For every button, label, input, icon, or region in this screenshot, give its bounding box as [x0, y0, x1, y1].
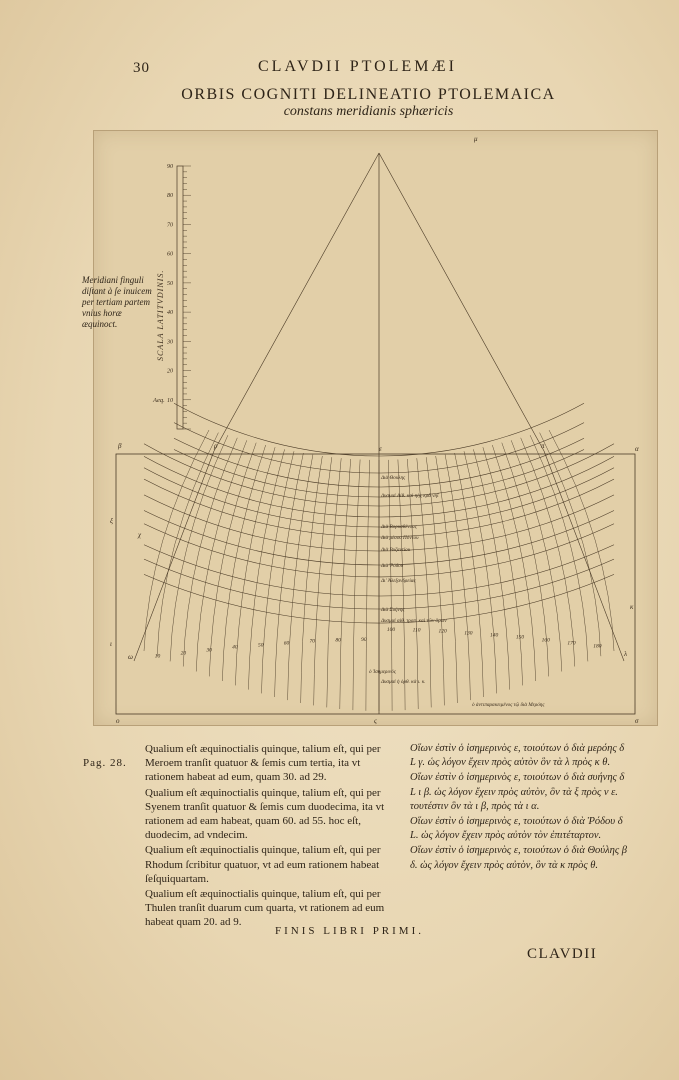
- greek-paragraph: Οἵων ἐστὶν ὁ ἰσημερινὸς ε, τοιούτων ὁ διὰ Ῥόδου δ L. ὡς λόγον ἔχειν πρὸς αὐτὸν τὸν ἐπιτέταρτον.: [410, 816, 623, 842]
- map-reference-letter: π: [541, 442, 545, 450]
- scale-tick-label: 60: [167, 251, 173, 258]
- map-reference-letter: κ: [630, 603, 634, 611]
- meridian-line: [288, 455, 313, 700]
- meridian-line: [483, 447, 523, 685]
- meridian-number: 50: [257, 642, 264, 649]
- apex-line-right: [379, 153, 544, 451]
- meridian-number: 140: [490, 632, 499, 639]
- parallel-label: Διὰ μέσου Πόντου: [381, 535, 419, 541]
- meridian-number: 60: [283, 640, 290, 647]
- page-subtitle: constans meridianis sphæricis: [283, 104, 454, 119]
- scale-title: SCALA LATITVDINIS.: [156, 269, 165, 361]
- map-reference-letter: ω: [128, 653, 133, 661]
- meridian-number: 180: [593, 643, 602, 650]
- equator-scale-label: Aeq.: [153, 396, 165, 404]
- scale-tick-label: 10: [167, 397, 173, 404]
- page-title: ORBIS COGNITI DELINEATIO PTOLEMAICA: [181, 86, 556, 103]
- map-frame: [116, 454, 635, 714]
- map-reference-letter: σ: [635, 717, 639, 725]
- scale-tick-label: 50: [167, 280, 173, 287]
- meridian-number: 120: [438, 628, 447, 635]
- folio-number: 30: [133, 60, 150, 76]
- meridian-number: 110: [412, 627, 421, 634]
- meridian-number: 70: [309, 638, 316, 645]
- map-reference-letter: β: [118, 442, 122, 450]
- latitude-scale-bar: [177, 166, 183, 429]
- meridian-line: [492, 445, 535, 681]
- greek-paragraph: Οἵων ἐστὶν ὁ ἰσημερινὸς ε, τοιούτων ὁ διὰ Θούλης β δ. ὡς λόγον ἔχειν πρὸς αὐτὸν, ὃν τὰ κ πρὸς θ.: [410, 845, 627, 871]
- meridian-line: [196, 440, 247, 671]
- latin-paragraph: Qualium eſt æquinoctialis quinque, talium eſt, qui per Meroem tranſit quatuor & ſemis cum tertia, ita vt rationem habeat ad eum, quam 30. ad 29.: [145, 743, 381, 784]
- latin-paragraph: Qualium eſt æquinoctialis quinque, talium eſt, qui per Syenem tranſit quatuor & ſemis cum duodecima, ita vt rationem ad eam habeat, quam 60. ad 55. hoc eſt, duodecim, ad vndecim.: [145, 786, 385, 842]
- meridian-line: [144, 430, 209, 651]
- map-reference-letter: ξ: [110, 517, 113, 525]
- meridian-line: [340, 459, 351, 709]
- map-reference-letter: ο: [116, 717, 120, 725]
- scale-tick-label: 40: [167, 310, 173, 317]
- margin-note: Meridiani finguli diſtant à ſe inuicem per tertiam partem vnius horæ æquinoct.: [82, 275, 152, 329]
- parallel-label: Διὰ Ῥόδου: [381, 563, 404, 569]
- map-plate: [93, 130, 658, 726]
- meridian-line: [353, 460, 360, 711]
- meridian-number: 130: [464, 630, 473, 637]
- latin-paragraph: Qualium eſt æquinoctialis quinque, talium eſt, qui per Rhodum ſcribitur quatuor, vt ad eum rationem habeat ſeſquiquartam.: [145, 844, 381, 885]
- meridian-number: 20: [180, 650, 187, 657]
- parallel-label: Δυσμαὶ ἡ ὀρθ. κὰ ι. κ.: [381, 679, 426, 685]
- map-reference-letter: α: [635, 445, 639, 453]
- catchword: CLAVDII: [527, 946, 598, 962]
- meridian-number: 160: [541, 637, 550, 644]
- greek-text-column: [410, 742, 630, 874]
- meridian-line: [445, 455, 470, 700]
- meridian-number: 100: [386, 627, 396, 634]
- parallel-label: Δι' Ἀλεξανδρείας: [381, 578, 416, 584]
- finis-line: FINIS LIBRI PRIMI.: [274, 925, 425, 937]
- running-title: CLAVDII PTOLEMÆI: [258, 58, 457, 75]
- parallel-label: Δυσμαὶ αἰθ. τροπ. καὶ τῶν ὅρων: [381, 618, 447, 624]
- parallel-label: Δυσμαὶ Αἰθ. καὶ ηὴς κρᾶ νηΐ: [381, 493, 439, 499]
- scale-tick-label: 70: [167, 222, 173, 229]
- scale-tick-label: 80: [167, 193, 173, 200]
- map-reference-letter: ι: [110, 640, 112, 648]
- greek-paragraph: Οἵων ἐστὶν ὁ ἰσημερινὸς ε, τοιούτων ὁ διὰ συήνης δ L ι β. ὡς λόγον ἔχειν πρὸς αὐτὸν, ὃν τὰ ξ πρὸς ν ε. τουτέστιν ὃν τὰ ι β, πρὸς τὰ ι α.: [410, 772, 625, 812]
- meridian-number: 80: [335, 637, 341, 644]
- apex-line-left: [214, 153, 379, 451]
- scale-tick-label: 20: [167, 368, 173, 375]
- latin-paragraph: Qualium eſt æquinoctialis quinque, talium eſt, qui per Thulen tranſit duarum cum quarta, vt rationem ad eum habeat quam 20. ad 9.: [145, 888, 385, 929]
- meridian-line: [235, 447, 275, 685]
- meridian-number: 90: [361, 637, 367, 644]
- parallel-label: Διὰ Συήνης: [381, 607, 405, 613]
- map-reference-letter: λ: [624, 650, 628, 658]
- meridian-number: 10: [154, 653, 161, 660]
- meridian-line: [549, 430, 614, 651]
- map-reference-letter: μ: [474, 135, 478, 143]
- parallel-label: ὁ Ἰσημερινός: [369, 669, 396, 675]
- map-projection-diagram: [94, 131, 657, 725]
- scale-tick-label: 90: [167, 164, 173, 170]
- meridian-number: 150: [515, 634, 525, 641]
- greek-paragraph: Οἵων ἐστὶν ὁ ἰσημερινὸς ε, τοιούτων ὁ διὰ μερόης δ L γ. ὡς λόγον ἔχειν πρὸς αὐτὸν ὃν τὰ λ πρὸς κ θ.: [410, 743, 625, 769]
- parallel-label: Διὰ Θουλης: [381, 475, 406, 481]
- parallel-label: Διὰ Βορυσθένους: [381, 524, 417, 530]
- map-reference-letter: χ: [138, 531, 142, 539]
- parallel-label: Διὰ Βυζαντίου: [381, 547, 411, 553]
- meridian-line: [248, 449, 284, 689]
- meridian-line: [473, 449, 509, 689]
- map-reference-letter: ρ: [214, 442, 218, 450]
- page-reference: Pag. 28.: [83, 757, 127, 769]
- map-reference-letter: ε: [379, 445, 382, 453]
- scale-tick-label: 30: [167, 339, 173, 346]
- meridian-number: 30: [206, 647, 212, 654]
- latin-text-column: [145, 742, 390, 931]
- meridian-number: 40: [232, 644, 238, 651]
- map-reference-letter: ς: [374, 717, 377, 725]
- parallel-label: ὁ ἀντιπαρακειμένος τῷ διὰ Μερόης: [472, 702, 545, 708]
- meridian-number: 170: [567, 640, 576, 647]
